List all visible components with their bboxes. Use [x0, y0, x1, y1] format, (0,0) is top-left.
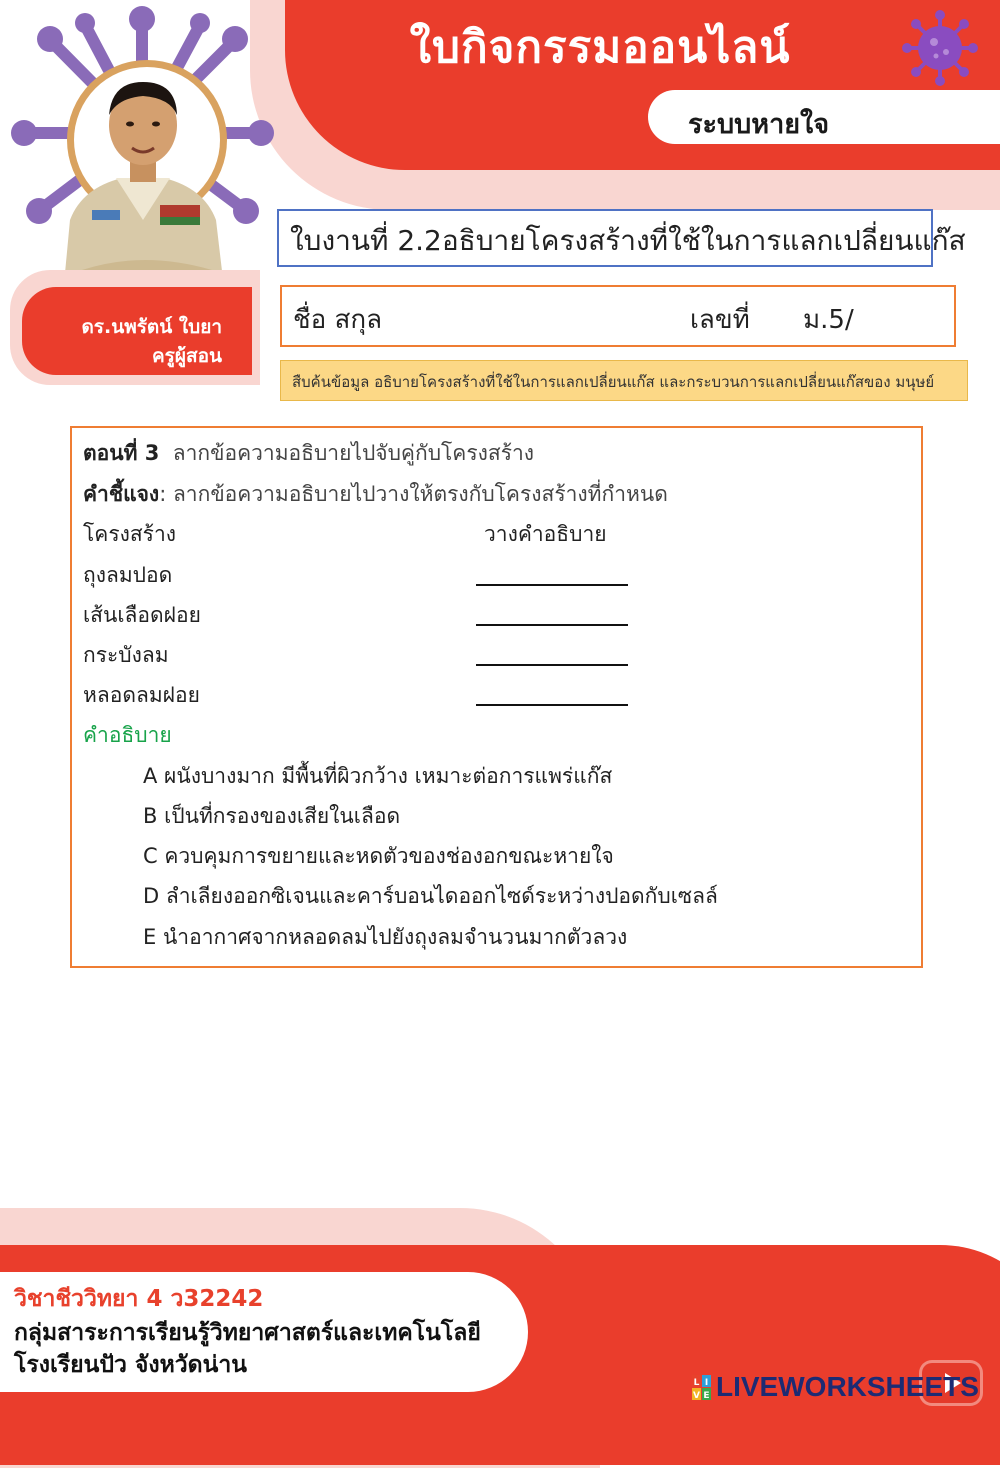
answer-drop-slot-1[interactable] — [476, 584, 628, 586]
virus-icon — [900, 8, 980, 88]
footer-subject: วิชาชีววิทยา 4 ว32242 — [14, 1286, 264, 1312]
structure-item: เส้นเลือดฝอย — [83, 603, 201, 627]
part-heading — [83, 437, 534, 470]
draggable-description[interactable]: B เป็นที่กรองของเสียในเลือด — [143, 804, 401, 828]
page-title: ใบกิจกรรมออนไลน์ — [409, 22, 791, 73]
answer-drop-slot-4[interactable] — [476, 704, 628, 706]
student-number-label: เลขที่ — [690, 305, 750, 335]
structure-item: หลอดลมฝอย — [83, 683, 200, 707]
directions-label: คำชี้แจง — [83, 482, 160, 506]
footer-group: กลุ่มสาระการเรียนรู้วิทยาศาสตร์และเทคโนโลยี — [14, 1320, 481, 1346]
student-class-label: ม.5/ — [803, 305, 854, 335]
structure-item: ถุงลมปอด — [83, 563, 173, 587]
answer-drop-slot-3[interactable] — [476, 664, 628, 666]
descriptions-header: คำอธิบาย — [83, 723, 172, 747]
student-name-label: ชื่อ สกุล — [293, 305, 383, 335]
part-text: ลากข้อความอธิบายไปจับคู่กับโครงสร้าง — [172, 441, 535, 465]
worksheet-title: ใบงานที่ 2.2อธิบายโครงสร้างที่ใช้ในการแลกเปลี่ยนแก๊ส — [290, 224, 966, 257]
structure-item: กระบังลม — [83, 643, 169, 667]
teacher-role: ครูผู้สอน — [151, 345, 222, 367]
directions-text: : ลากข้อความอธิบายไปวางให้ตรงกับโครงสร้างที่กำหนด — [159, 482, 668, 506]
instruction-text: สืบค้นข้อมูล อธิบายโครงสร้างที่ใช้ในการแลกเปลี่ยนแก๊ส และกระบวนการแลกเปลี่ยนแก๊สของ มนุษย์ — [292, 373, 935, 391]
teacher-name: ดร.นพรัตน์ ใบยา — [81, 316, 222, 338]
structure-header: โครงสร้าง — [83, 522, 177, 546]
part-label: ตอนที่ 3 — [83, 441, 160, 465]
draggable-description[interactable]: D ลำเลียงออกซิเจนและคาร์บอนไดออกไซด์ระหว่างปอดกับเซลล์ — [143, 884, 718, 908]
liveworksheets-logo — [692, 1375, 712, 1401]
draggable-description[interactable]: A ผนังบางมาก มีพื้นที่ผิวกว้าง เหมาะต่อการแพร่แก๊ส — [143, 764, 613, 788]
logo-letter: I — [704, 1378, 709, 1388]
answer-header: วางคำอธิบาย — [484, 522, 607, 546]
topic-label: ระบบหายใจ — [688, 109, 830, 140]
logo-letter: V — [693, 1391, 700, 1401]
logo-letter: E — [703, 1391, 710, 1401]
draggable-description[interactable]: C ควบคุมการขยายและหดตัวของช่องอกขณะหายใจ — [143, 844, 614, 868]
directions — [83, 478, 668, 511]
liveworksheets-brand[interactable]: LIVEWORKSHEETS — [716, 1371, 979, 1402]
footer-school: โรงเรียนปัว จังหวัดน่าน — [14, 1352, 247, 1378]
logo-letter: L — [693, 1378, 700, 1388]
answer-drop-slot-2[interactable] — [476, 624, 628, 626]
draggable-description[interactable]: E นำอากาศจากหลอดลมไปยังถุงลมจำนวนมากตัวลวง — [143, 925, 628, 949]
